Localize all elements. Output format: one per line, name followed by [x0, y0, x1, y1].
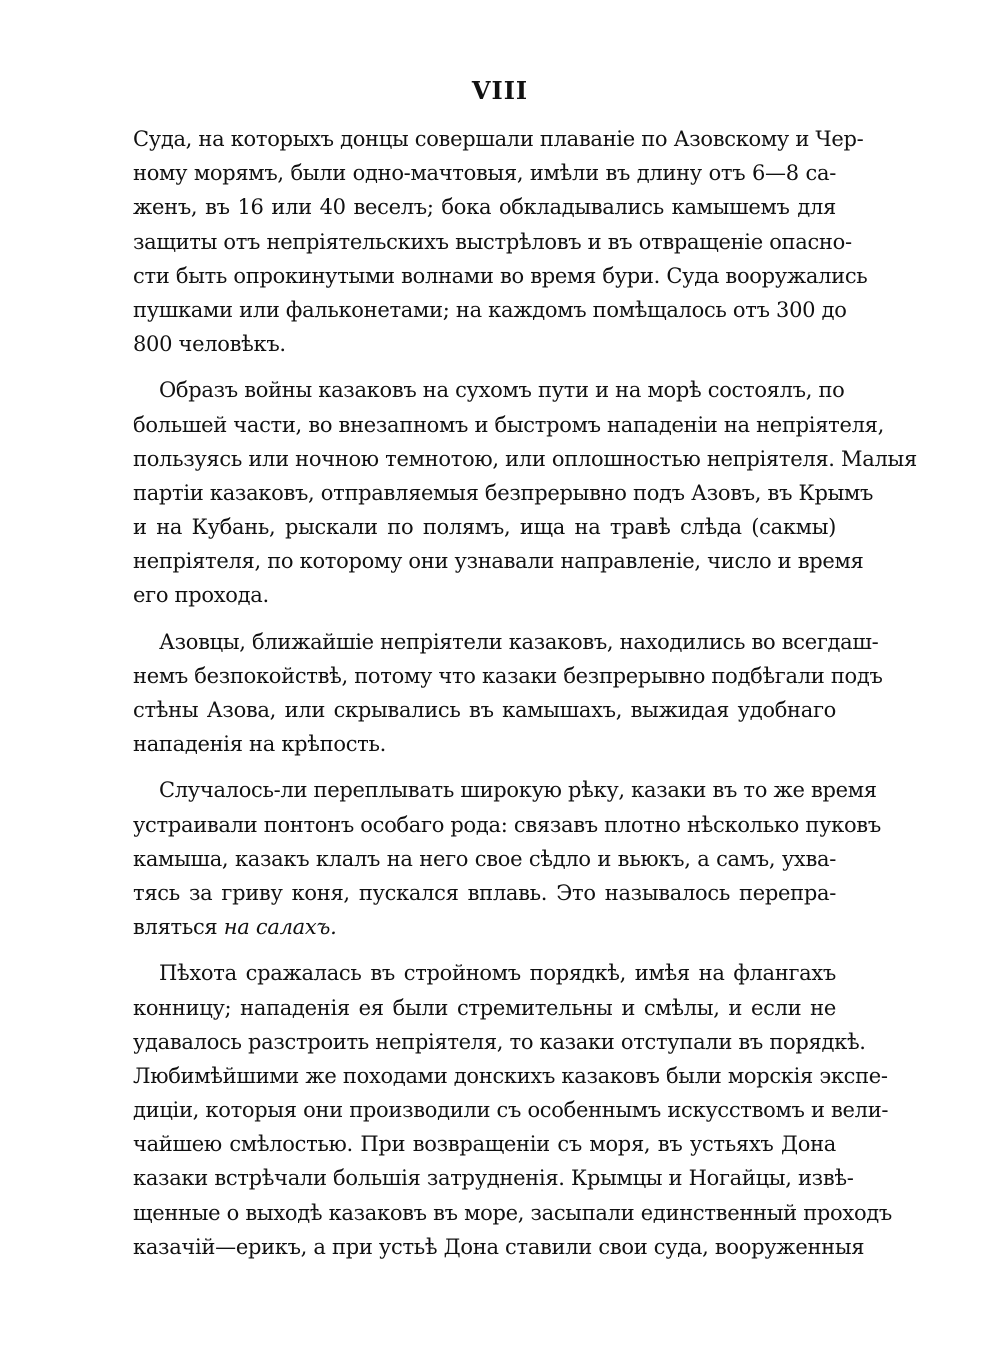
italic-phrase: на салахъ.	[223, 915, 337, 940]
paragraph-gap	[133, 361, 836, 373]
text-line-with-italic	[133, 910, 836, 944]
text-line: большей части, во внезапномъ и быстромъ нападеніи на непріятеля,	[133, 412, 884, 437]
text-line: чайшею смѣлостью. При возвращеніи съ моря, въ устьяхъ Дона	[133, 1132, 836, 1157]
text-line: Любимѣйшими же походами донскихъ казаковъ были морскія экспе-	[133, 1063, 888, 1088]
text-line: Образъ войны казаковъ на сухомъ пути и на морѣ состоялъ, по	[159, 378, 845, 403]
paragraph-1	[133, 122, 868, 361]
text-line: камыша, казакъ клалъ на него свое сѣдло и вьюкъ, а самъ, ухва-	[133, 846, 836, 871]
paragraph-gap	[133, 761, 836, 773]
text-line: немъ безпокойствѣ, потому что казаки безпрерывно подбѣгали подъ	[133, 663, 883, 688]
text-line: Пѣхота сражалась въ стройномъ порядкѣ, имѣя на флангахъ	[159, 961, 836, 986]
paragraph-gap	[133, 613, 836, 625]
paragraph-3	[133, 625, 883, 762]
paragraph-5	[133, 956, 892, 1264]
text-line: партіи казаковъ, отправляемыя безпрерывно подъ Азовъ, въ Крымъ	[133, 480, 874, 505]
text-line: его прохода.	[133, 583, 269, 608]
text-fragment: вляться	[133, 915, 218, 940]
text-line: диціи, которыя они производили съ особеннымъ искусствомъ и вели-	[133, 1098, 889, 1123]
text-line: конницу; нападенія ея были стремительны и смѣлы, и если не	[133, 995, 836, 1020]
text-line: сти быть опрокинутыми волнами во время бури. Суда вооружались	[133, 263, 868, 288]
text-line: казаки встрѣчали большія затрудненія. Крымцы и Ногайцы, извѣ-	[133, 1166, 854, 1191]
text-line: ному морямъ, были одно-мачтовыя, имѣли въ длину отъ 6—8 са-	[133, 161, 836, 186]
text-line: непріятеля, по которому они узнавали направленіе, число и время	[133, 549, 864, 574]
text-line: пушками или фальконетами; на каждомъ помѣщалось отъ 300 до	[133, 297, 847, 322]
text-line: щенные о выходѣ казаковъ въ море, засыпали единственный проходъ	[133, 1200, 892, 1225]
text-line: стѣны Азова, или скрывались въ камышахъ, выжидая удобнаго	[133, 698, 836, 722]
body-text	[133, 122, 917, 1264]
text-line: и на Кубань, рыскали по полямъ, ища на травѣ слѣда (сакмы)	[133, 515, 836, 540]
paragraph-2	[133, 373, 917, 612]
paragraph-gap	[133, 944, 836, 956]
page-number: VIII	[471, 76, 529, 105]
text-line: устраивали понтонъ особаго рода: связавъ плотно нѣсколько пуковъ	[133, 812, 881, 837]
text-line: Суда, на которыхъ донцы совершали плаваніе по Азовскому и Чер-	[133, 127, 864, 151]
text-line: Случалось-ли переплывать широкую рѣку, казаки въ то же время	[159, 778, 877, 803]
text-line: казачій—ерикъ, а при устьѣ Дона ставили свои суда, вооруженныя	[133, 1234, 865, 1259]
text-line: нападенія на крѣпость.	[133, 732, 386, 757]
paragraph-4	[133, 773, 881, 944]
text-line: тясь за гриву коня, пускался вплавь. Это называлось перепра-	[133, 880, 836, 905]
text-line: Азовцы, ближайшіе непріятели казаковъ, находились во всегдаш-	[159, 629, 879, 654]
text-line: 800 человѣкъ.	[133, 332, 286, 357]
text-line: удавалось разстроить непріятеля, то казаки отступали въ порядкѣ.	[133, 1029, 866, 1054]
text-line: защиты отъ непріятельскихъ выстрѣловъ и въ отвращеніе опасно-	[133, 229, 852, 254]
text-line: женъ, въ 16 или 40 веселъ; бока обкладывались камышемъ для	[133, 195, 836, 220]
text-line: пользуясь или ночною темнотою, или оплошностью непріятеля. Малыя	[133, 446, 917, 471]
